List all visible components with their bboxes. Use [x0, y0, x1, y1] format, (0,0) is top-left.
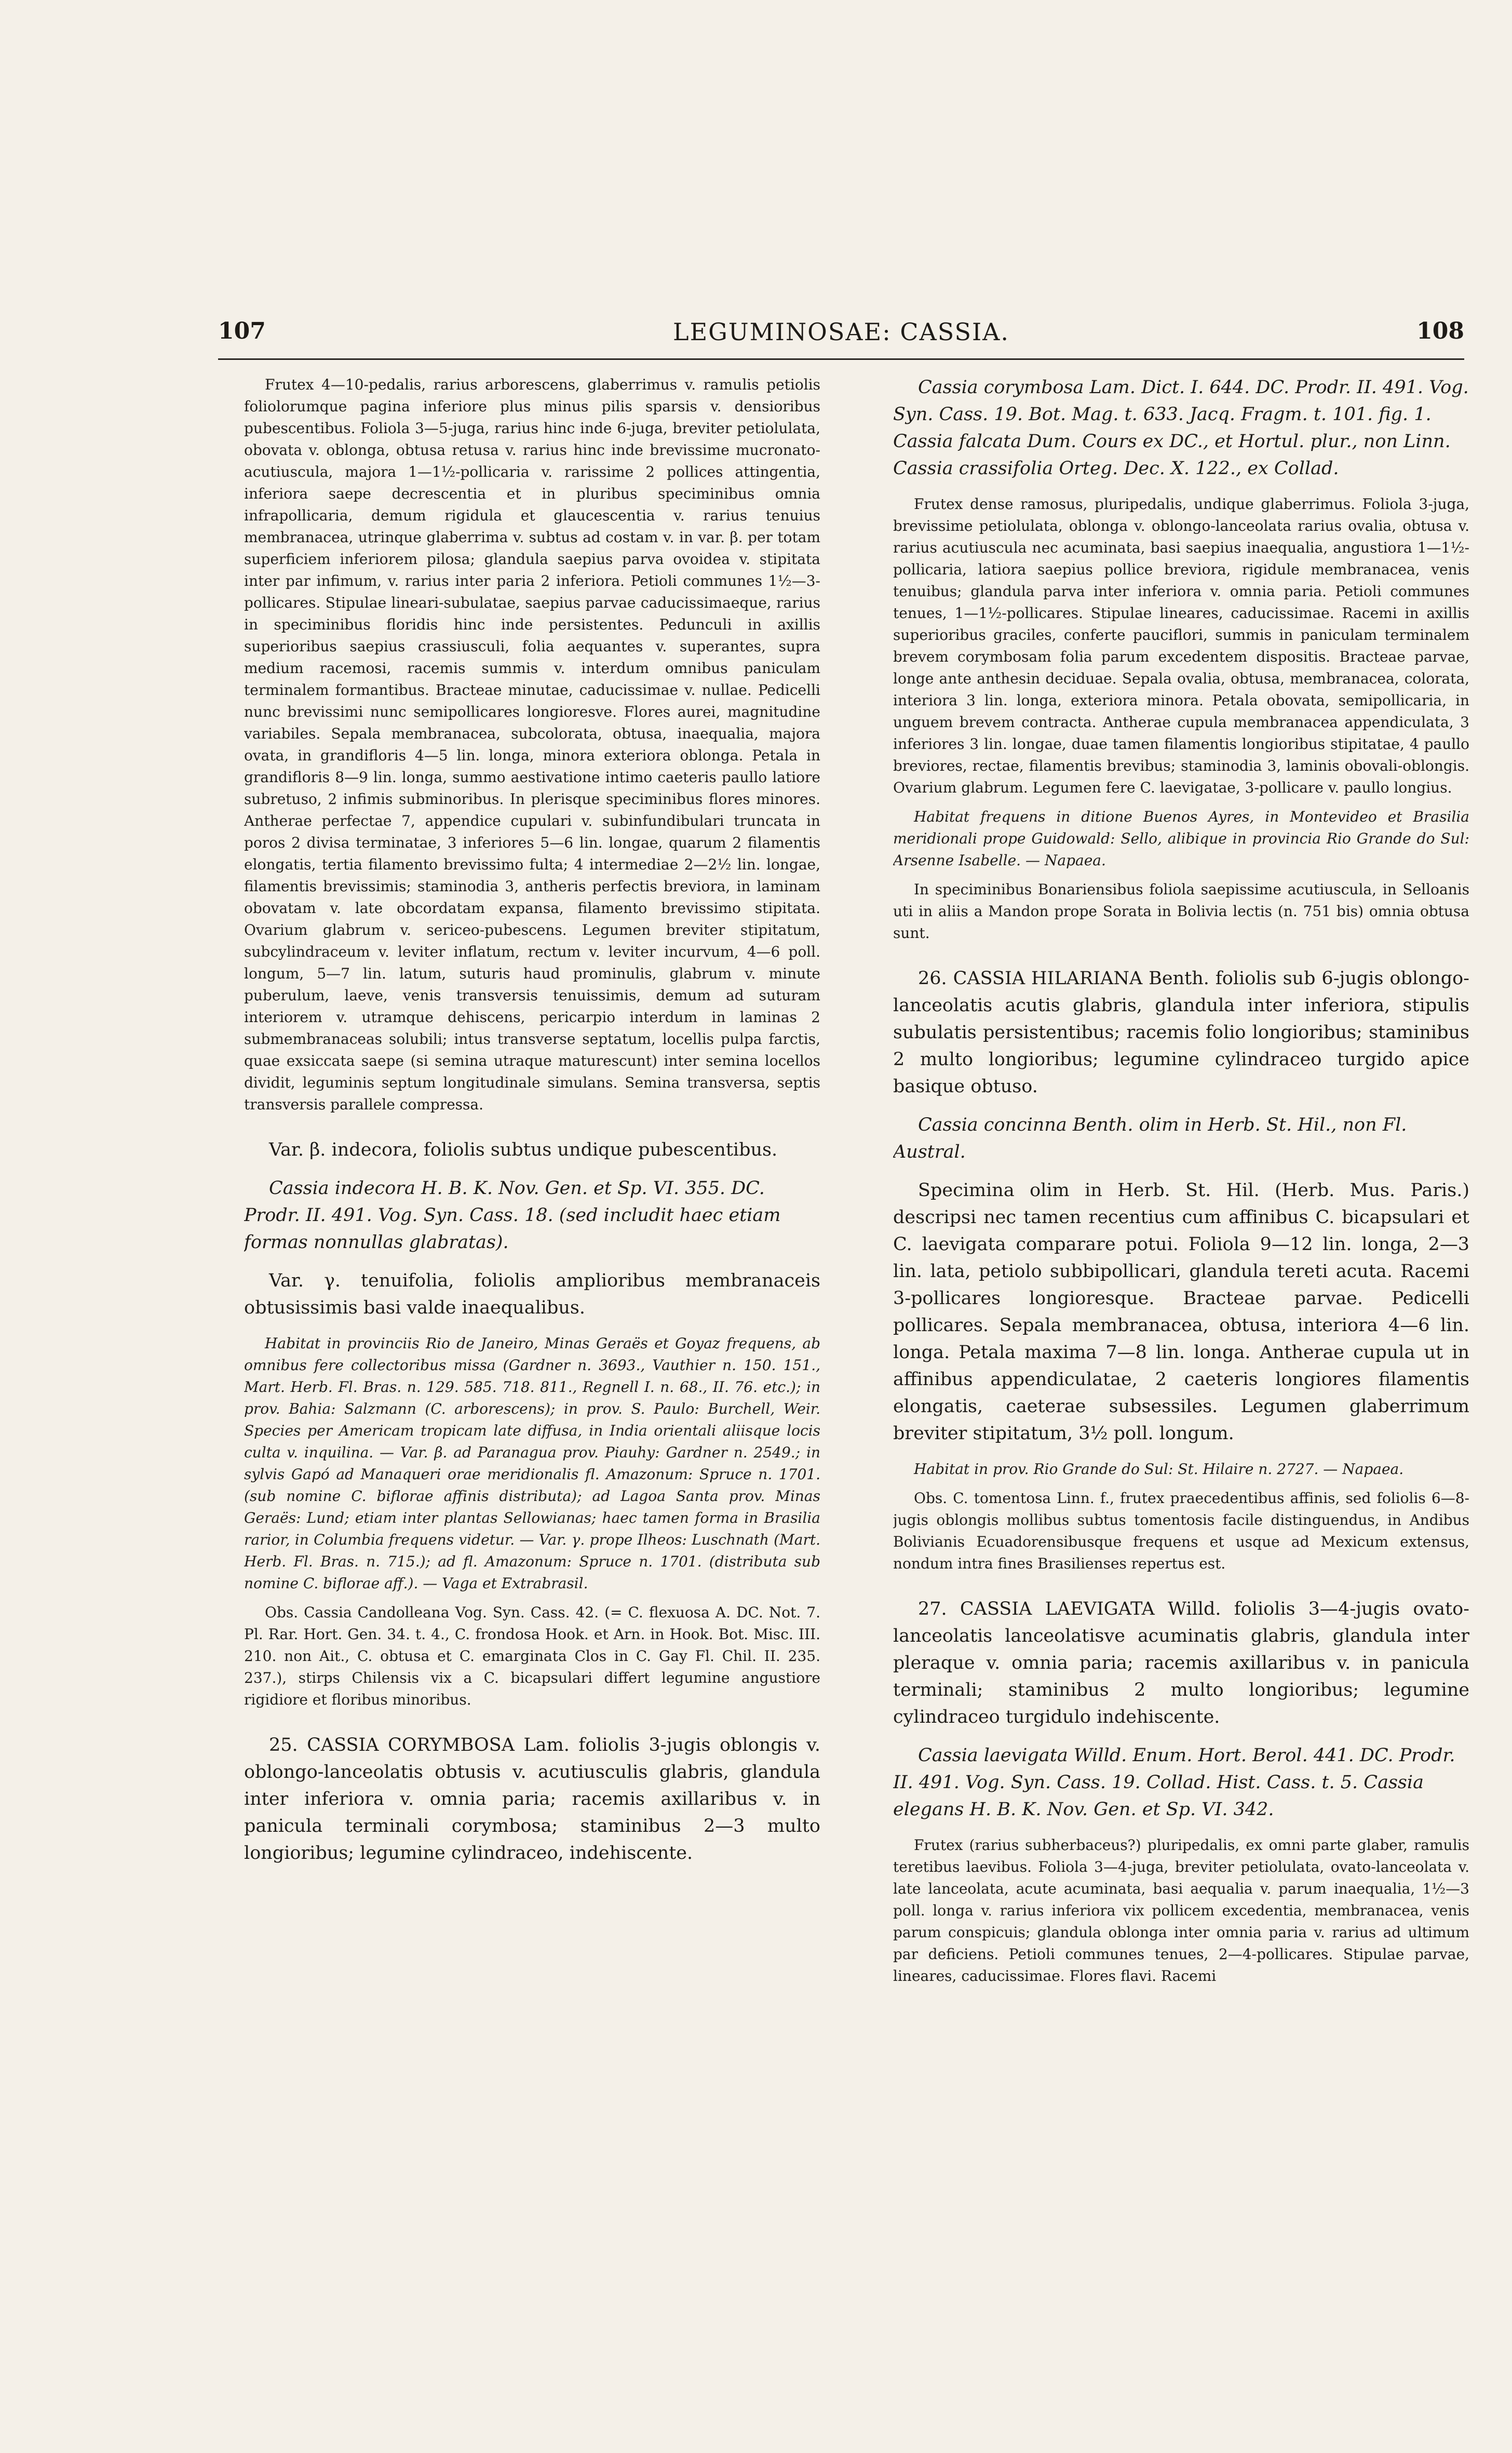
left-column	[244, 374, 820, 2420]
species-26-synonym: Cassia concinna Benth. olim in Herb. St. Hil., non Fl. Austral.	[893, 1115, 1407, 1162]
description-paragraph: Frutex 4—10-pedalis, rarius arborescens, glaberrimus v. ramulis petiolis foliolorumque pagina inferiore plus minus pilis sparsis v. densioribus pubescentibus. Foliola 3—5-juga, rarius hinc inde 6-juga, breviter petiolulata, obovata v. oblonga, obtusa retusa v. rarius hinc inde brevissime mucronato-acutiuscula, majora 1—1½-pollicaria v. rarissime 2 pollices attingentia, inferiora saepe decrescentia et in pluribus speciminibus omnia infrapollicaria, demum rigidula et glaucescentia v. rarius tenuius membranacea, utrinque glaberrima v. subtus ad costam v. in var. β. per totam superficiem inferiorem pilosa; glandula saepius parva ovoidea v. stipitata inter par infimum, v. rarius inter paria 2 inferiora. Petioli communes 1½—3-pollicares. Stipulae lineari-subulatae, saepius parvae caducissimaeque, rarius in speciminibus floridis hinc inde persistentes. Pedunculi in axillis superioribus saepius crassiusculi, folia aequantes v. superantes, supra medium racemosi, racemis summis v. interdum omnibus paniculam terminalem formantibus. Bracteae minutae, caducissimae v. nullae. Pedicelli nunc brevissimi nunc semipollicares longioresve. Flores aurei, magnitudine variabiles. Sepala membranacea, subcolorata, obtusa, inaequalia, majora ovata, in grandifloris 4—5 lin. longa, minora exteriora oblonga. Petala in grandifloris 8—9 lin. longa, summo aestivatione intimo caeteris paullo latiore subretuso, 2 infimis subminoribus. In plerisque speciminibus flores minores. Antherae perfectae 7, appendice cupulari v. subinfundibulari truncata in poros 2 divisa terminatae, 3 inferiores 5—6 lin. longae, quarum 2 filamentis elongatis, tertia filamento brevissimo fulta; 4 intermediae 2—2½ lin. longae, filamentis brevissimis; staminodia 3, antheris perfectis breviora, in laminam obovatam v. late obcordatam expansa, filamento brevissimo stipitata. Ovarium glabrum v. sericeo-pubescens. Legumen breviter stipitatum, subcylindraceum v. leviter inflatum, rectum v. leviter incurvum, 4—6 poll. longum, 5—7 lin. latum, suturis haud prominulis, glabrum v. minute puberulum, laeve, venis transversis tenuissimis, demum ad suturam interiorem v. utramque dehiscens, pericarpio interdum in laminas 2 submembranaceas solubili; intus transverse septatum, locellis pulpa farctis, quae exsiccata saepe (si semina utraque maturescunt) inter semina locellos dividit, leguminis septum longitudinale simulans. Semina transversa, septis transversis parallele compressa.	[244, 376, 820, 1113]
habitat-paragraph: Habitat in provinciis Rio de Janeiro, Minas Geraës et Goyaz frequens, ab omnibus fere collectoribus missa (Gardner n. 3693., Vauthier n. 150. 151., Mart. Herb. Fl. Bras. n. 129. 585. 718. 811., Regnell I. n. 68., II. 76. etc.); in prov. Bahia: Salzmann (C. arborescens); in prov. S. Paulo: Burchell, Weir. Species per Americam tropicam late diffusa, in India orientali aliisque locis culta v. inquilina. — Var. β. ad Paranagua prov. Piauhy: Gardner n. 2549.; in sylvis Gapó ad Manaqueri orae meridionalis fl. Amazonum: Spruce n. 1701. (sub nomine C. biflorae affinis distributa); ad Lagoa Santa prov. Minas Geraës: Lund; etiam inter plantas Sellowianas; haec tamen forma in Brasilia rarior, in Columbia frequens videtur. — Var. γ. prope Ilheos: Luschnath (Mart. Herb. Fl. Bras. n. 715.); ad fl. Amazonum: Spruce n. 1701. (distributa sub nomine C. biflorae aff.). — Vaga et Extrabrasil.	[244, 1335, 820, 1592]
species-26-description: Specimina olim in Herb. St. Hil. (Herb. Mus. Paris.) descripsi nec tamen recentius cum affinibus C. bicapsulari et C. laevigata comparare potui. Foliola 9—12 lin. longa, 2—3 lin. lata, petiolo subbipollicari, glandula tereti acuta. Racemi 3-pollicares longioresque. Bracteae parvae. Pedicelli pollicares. Sepala membranacea, obtusa, interiora 4—6 lin. longa. Petala maxima 7—8 lin. longa. Antherae cupula ut in affinibus appendiculatae, 2 caeteris longiores filamentis elongatis, caeterae subsessiles. Legumen glaberrimum breviter stipitatum, 3½ poll. longum.	[893, 1180, 1469, 1444]
species-26-habitat: Habitat in prov. Rio Grande do Sul: St. Hilaire n. 2727. — Napaea.	[914, 1460, 1404, 1478]
species-27-heading: 27. CASSIA LAEVIGATA Willd. foliolis 3—4-jugis ovato-lanceolatis lanceolatisve acuminatis glabris, glandula inter pleraque v. omnia paria; racemis axillaribus v. in panicula terminali; staminibus 2 multo longioribus; legumine cylindraceo turgidulo indehiscente.	[893, 1599, 1469, 1727]
right-column	[893, 374, 1469, 2420]
species-25-habitat: Habitat frequens in ditione Buenos Ayres, in Montevideo et Brasilia meridionali prope Guidowald: Sello, alibique in provincia Rio Grande do Sul: Arsenne Isabelle. — Napaea.	[893, 808, 1469, 869]
header-rule	[218, 358, 1464, 360]
observation-paragraph: Obs. Cassia Candolleana Vog. Syn. Cass. 42. (= C. flexuosa A. DC. Not. 7. Pl. Rar. Hort. Gen. 34. t. 4., C. frondosa Hook. et Arn. in Hook. Bot. Misc. III. 210. non Ait., C. obtusa et C. emarginata Clos in C. Gay Fl. Chil. II. 235. 237.), stirps Chilensis vix a C. bicapsulari differt legumine angustiore rigidiore et floribus minoribus.	[244, 1604, 820, 1708]
species-27-description: Frutex (rarius subherbaceus?) pluripedalis, ex omni parte glaber, ramulis teretibus laevibus. Foliola 3—4-juga, breviter petiolulata, ovato-lanceolata v. late lanceolata, acute acuminata, basi aequalia v. parum inaequalia, 1½—3 poll. longa v. rarius inferiora vix pollicem excedentia, membranacea, venis parum conspicuis; glandula oblonga inter omnia paria v. rarius ad ultimum par deficiens. Petioli communes tenues, 2—4-pollicares. Stipulae parvae, lineares, caducissimae. Flores flavi. Racemi	[893, 1837, 1469, 1985]
running-title: LEGUMINOSAE: CASSIA.	[673, 318, 1009, 346]
species-25-note: In speciminibus Bonariensibus foliola saepissime acutiuscula, in Selloanis uti in aliis a Mandon prope Sorata in Bolivia lectis (n. 751 bis) omnia obtusa sunt.	[893, 881, 1469, 942]
species-25-synonyms: Cassia corymbosa Lam. Dict. I. 644. DC. Prodr. II. 491. Vog. Syn. Cass. 19. Bot. Mag. t. 633. Jacq. Fragm. t. 101. fig. 1. Cassia falcata Dum. Cours ex DC., et Hortul. plur., non Linn. Cassia crassifolia Orteg. Dec. X. 122., ex Collad.	[893, 377, 1469, 479]
variety-beta: Var. β. indecora, foliolis subtus undique pubescentibus.	[269, 1140, 778, 1160]
variety-gamma: Var. γ. tenuifolia, foliolis amplioribus membranaceis obtusissimis basi valde inaequalibus.	[244, 1270, 820, 1318]
page-number-left: 107	[218, 318, 266, 344]
species-25-heading: 25. CASSIA CORYMBOSA Lam. foliolis 3-jugis oblongis v. oblongo-lanceolatis obtusis v. acutiusculis glabris, glandula inter inferiora v. omnia paria; racemis axillaribus v. in panicula terminali corymbosa; staminibus 2—3 multo longioribus; legumine cylindraceo, indehiscente.	[244, 1735, 820, 1864]
variety-beta-synonym: Cassia indecora H. B. K. Nov. Gen. et Sp. VI. 355. DC. Prodr. II. 491. Vog. Syn. Cass. 18. (sed includit haec etiam formas nonnullas glabratas).	[244, 1178, 781, 1253]
species-25-description: Frutex dense ramosus, pluripedalis, undique glaberrimus. Foliola 3-juga, brevissime petiolulata, oblonga v. oblongo-lanceolata rarius ovalia, obtusa v. rarius acutiuscula nec acuminata, basi saepius inaequalia, angustiora 1—1½-pollicaria, latiora saepius pollice breviora, rigidule membranacea, venis tenuibus; glandula parva inter inferiora v. omnia paria. Petioli communes tenues, 1—1½-pollicares. Stipulae lineares, caducissimae. Racemi in axillis superioribus graciles, conferte pauciflori, summis in paniculam terminalem brevem corymbosam folia parum excedentem dispositis. Bracteae parvae, longe ante anthesin deciduae. Sepala ovalia, obtusa, membranacea, colorata, interiora 3 lin. longa, exteriora minora. Petala obovata, semipollicaria, in unguem brevem contracta. Antherae cupula membranacea appendiculata, 3 inferiores 3 lin. longae, duae tamen filamentis longioribus stipitatae, 4 paullo breviores, rectae, filamentis brevibus; staminodia 3, laminis obovali-oblongis. Ovarium glabrum. Legumen fere C. laevigatae, 3-pollicare v. paullo longius.	[893, 495, 1469, 796]
running-header	[218, 318, 1464, 359]
species-26-heading: 26. CASSIA HILARIANA Benth. foliolis sub 6-jugis oblongo-lanceolatis acutis glabris, glandula inter inferiora, stipulis subulatis persistentibus; racemis folio longioribus; staminibus 2 multo longioribus; legumine cylindraceo turgido apice basique obtuso.	[893, 968, 1469, 1097]
species-27-synonyms: Cassia laevigata Willd. Enum. Hort. Berol. 441. DC. Prodr. II. 491. Vog. Syn. Cass. 19. Collad. Hist. Cass. t. 5. Cassia elegans H. B. K. Nov. Gen. et Sp. VI. 342.	[893, 1745, 1455, 1820]
species-26-observation: Obs. C. tomentosa Linn. f., frutex praecedentibus affinis, sed foliolis 6—8-jugis oblongis mollibus subtus tomentosis facile distinguendus, in Andibus Bolivianis Ecuadorensibusque frequens et usque ad Mexicum extensus, nondum intra fines Brasilienses repertus est.	[893, 1490, 1469, 1572]
page-number-right: 108	[1416, 318, 1464, 344]
